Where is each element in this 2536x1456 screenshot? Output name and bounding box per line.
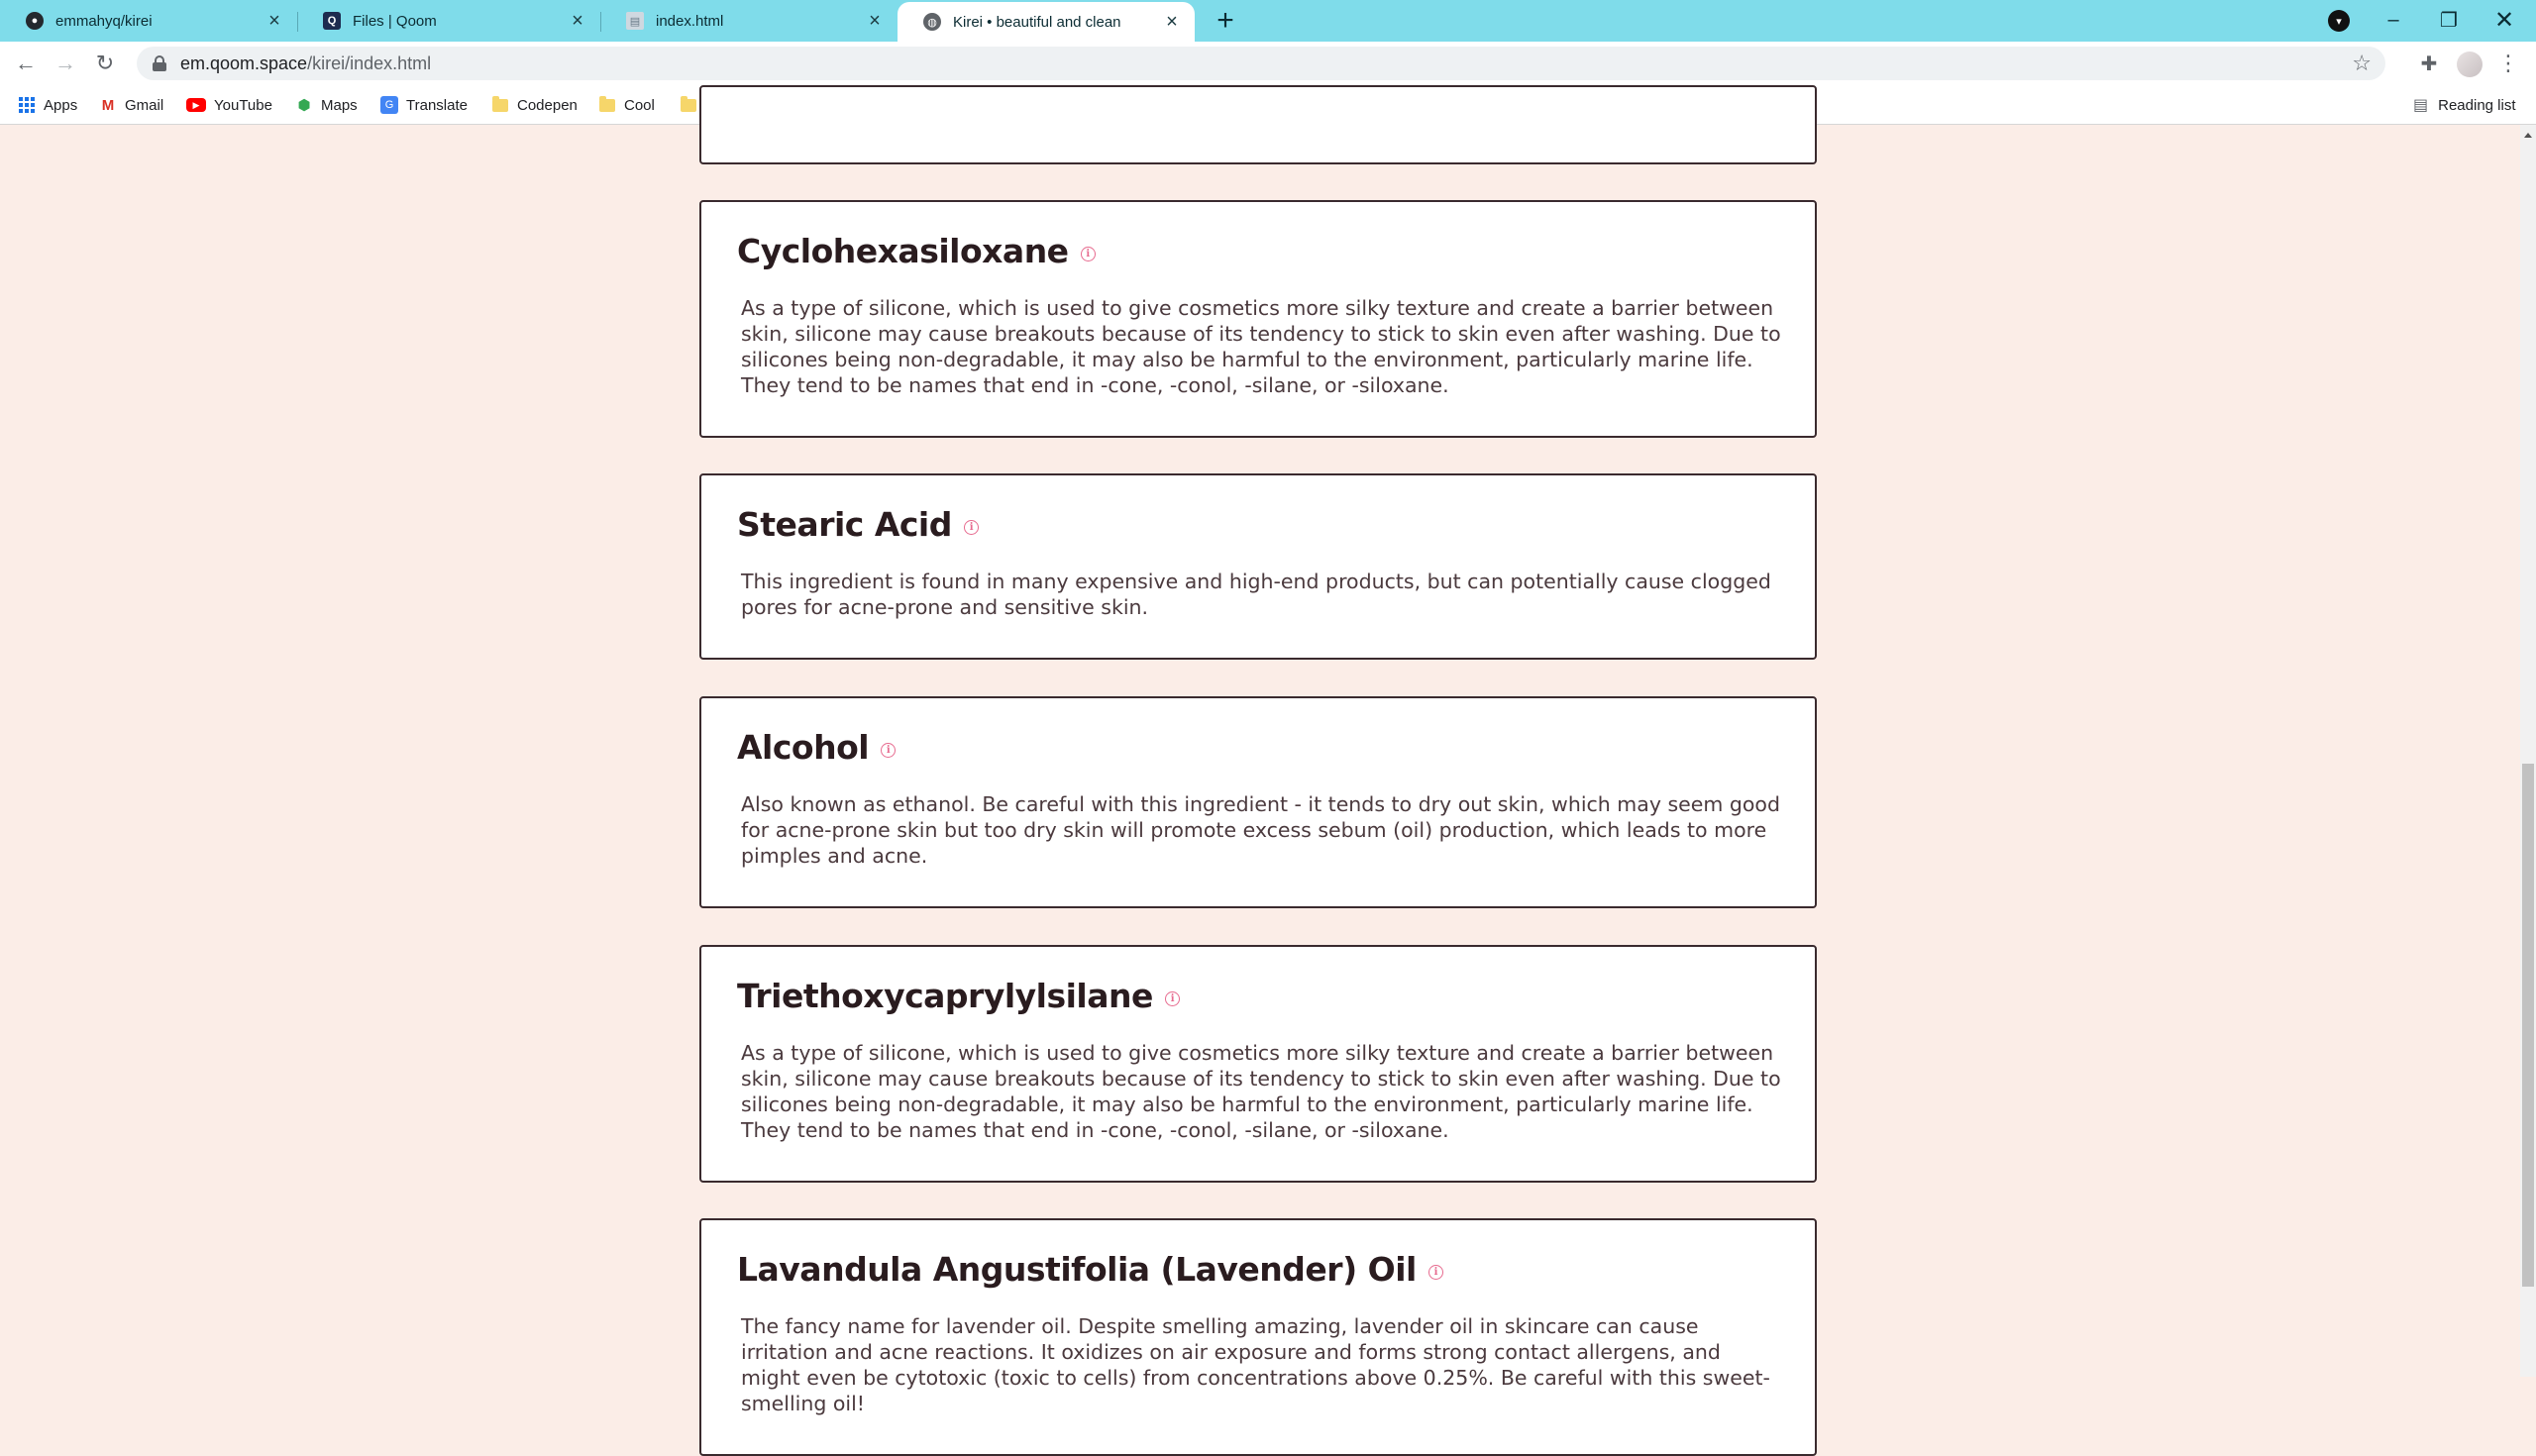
bookmark-cool[interactable] xyxy=(598,93,655,117)
minimize-icon[interactable]: – xyxy=(2387,8,2399,31)
ingredient-name: Cyclohexasiloxane xyxy=(737,232,1069,270)
ingredient-title xyxy=(737,977,1180,1015)
bookmark-label: YouTube xyxy=(214,96,272,114)
bookmark-label: Apps xyxy=(44,96,78,114)
tab-index-html[interactable] xyxy=(600,0,898,42)
tab-kirei[interactable] xyxy=(898,2,1195,42)
bookmark-apps[interactable] xyxy=(18,93,77,117)
info-icon[interactable]: i xyxy=(1081,247,1096,261)
ingredient-title xyxy=(737,728,896,767)
ingredient-description: Also known as ethanol. Be careful with this ingredient - it tends to dry out skin, which may seem good for acne-prone skin but too dry skin will promote excess sebum (oil) production, which leads to more pimples and acne. xyxy=(741,792,1780,868)
reading-list-icon: ▤ xyxy=(2413,97,2429,114)
close-icon[interactable]: × xyxy=(572,9,583,32)
bookmark-translate[interactable] xyxy=(380,93,468,117)
tab-title: emmahyq/kirei xyxy=(55,12,153,30)
ingredient-card xyxy=(699,696,1817,908)
url-host: em.qoom.space xyxy=(180,52,308,73)
folder-icon xyxy=(598,96,616,114)
tab-strip xyxy=(0,0,2536,42)
bookmark-maps[interactable] xyxy=(295,93,358,117)
info-icon[interactable]: i xyxy=(1165,991,1180,1006)
address-bar[interactable] xyxy=(137,47,2385,80)
bookmark-label: Codepen xyxy=(517,96,578,114)
document-icon: ▤ xyxy=(626,12,644,30)
bookmark-label: Maps xyxy=(321,96,358,114)
maps-icon: ⬢ xyxy=(297,97,311,114)
url-path: /kirei/index.html xyxy=(307,52,432,73)
bookmark-label: Gmail xyxy=(125,96,164,114)
close-window-icon[interactable]: ✕ xyxy=(2493,6,2515,34)
bookmark-star-icon[interactable]: ☆ xyxy=(2352,51,2372,75)
tab-title: Files | Qoom xyxy=(353,12,437,30)
ingredient-card-partial xyxy=(699,85,1817,164)
lock-icon[interactable] xyxy=(153,55,166,71)
extensions-icon[interactable]: ✚ xyxy=(2420,52,2438,75)
translate-icon: G xyxy=(380,96,398,114)
ingredient-name: Triethoxycaprylylsilane xyxy=(737,977,1153,1015)
ingredient-name: Stearic Acid xyxy=(737,505,952,544)
bookmark-label: Cool xyxy=(624,96,655,114)
avatar[interactable] xyxy=(2457,52,2483,77)
ingredient-name: Alcohol xyxy=(737,728,870,767)
forward-icon[interactable]: → xyxy=(54,51,76,75)
github-icon: ● xyxy=(26,12,44,30)
reading-list-label: Reading list xyxy=(2438,96,2516,114)
page-content xyxy=(0,125,2520,1415)
close-icon[interactable]: × xyxy=(1166,10,1178,33)
bookmark-gmail[interactable] xyxy=(99,93,163,117)
bookmark-codepen[interactable] xyxy=(491,93,578,117)
scroll-up-arrow-icon[interactable] xyxy=(2524,133,2532,138)
browser-toolbar xyxy=(0,42,2536,85)
ingredient-card xyxy=(699,473,1817,660)
apps-grid-icon xyxy=(18,96,36,114)
close-icon[interactable]: × xyxy=(268,9,280,32)
bookmark-youtube[interactable] xyxy=(186,93,272,117)
restore-icon[interactable]: ❐ xyxy=(2440,9,2458,32)
ingredient-description: This ingredient is found in many expensive and high-end products, but can potentially cause clogged pores for acne-prone and sensitive skin. xyxy=(741,570,1771,619)
info-icon[interactable]: i xyxy=(1428,1265,1443,1280)
ingredient-description: As a type of silicone, which is used to give cosmetics more silky texture and create a barrier between skin, silicone may cause breakouts because of its tendency to stick to skin even after washing. Due to silicones being non-degradable, it may also be harmful to the environment, particularly marine life. They tend to be names that end in -cone, -conol, -silane, or -siloxane. xyxy=(741,296,1781,397)
tab-github[interactable] xyxy=(0,0,297,42)
bookmark-label: Translate xyxy=(406,96,468,114)
globe-icon: ◍ xyxy=(923,13,941,31)
vertical-scrollbar[interactable] xyxy=(2520,125,2536,1377)
info-icon[interactable]: i xyxy=(881,743,896,758)
ingredient-description: As a type of silicone, which is used to give cosmetics more silky texture and create a barrier between skin, silicone may cause breakouts because of its tendency to stick to skin even after washing. Due to silicones being non-degradable, it may also be harmful to the environment, particularly marine life. They tend to be names that end in -cone, -conol, -silane, or -siloxane. xyxy=(741,1041,1781,1142)
back-icon[interactable]: ← xyxy=(15,51,37,75)
ingredient-title xyxy=(737,232,1096,270)
folder-icon xyxy=(491,96,509,114)
reading-list-button[interactable] xyxy=(2413,93,2516,117)
youtube-icon: ▶ xyxy=(186,98,206,112)
ingredient-card xyxy=(699,945,1817,1183)
scrollbar-thumb[interactable] xyxy=(2522,764,2534,1287)
gmail-icon: M xyxy=(101,96,115,114)
ingredient-name: Lavandula Angustifolia (Lavender) Oil xyxy=(737,1250,1417,1289)
ingredient-card xyxy=(699,200,1817,438)
tab-qoom[interactable] xyxy=(297,0,600,42)
new-tab-button[interactable]: + xyxy=(1216,4,1234,37)
folder-icon xyxy=(680,96,697,114)
reload-icon[interactable]: ↻ xyxy=(95,51,115,75)
tab-title: Kirei • beautiful and clean xyxy=(953,13,1121,31)
menu-icon[interactable]: ⋮ xyxy=(2497,51,2519,75)
tab-search-icon[interactable]: ▾ xyxy=(2328,10,2350,32)
info-icon[interactable]: i xyxy=(964,520,979,535)
ingredient-description: The fancy name for lavender oil. Despite smelling amazing, lavender oil in skincare can cause irritation and acne reactions. It oxidizes on air exposure and forms strong contact allergens, and might even be cytotoxic (toxic to cells) from concentrations above 0.25%. Be careful with this sweet-smelling oil! xyxy=(741,1314,1770,1415)
ingredient-card xyxy=(699,1218,1817,1456)
tab-title: index.html xyxy=(656,12,724,30)
ingredient-title xyxy=(737,505,979,544)
ingredient-title xyxy=(737,1250,1443,1289)
close-icon[interactable]: × xyxy=(869,9,881,32)
qoom-icon: Q xyxy=(323,12,341,30)
